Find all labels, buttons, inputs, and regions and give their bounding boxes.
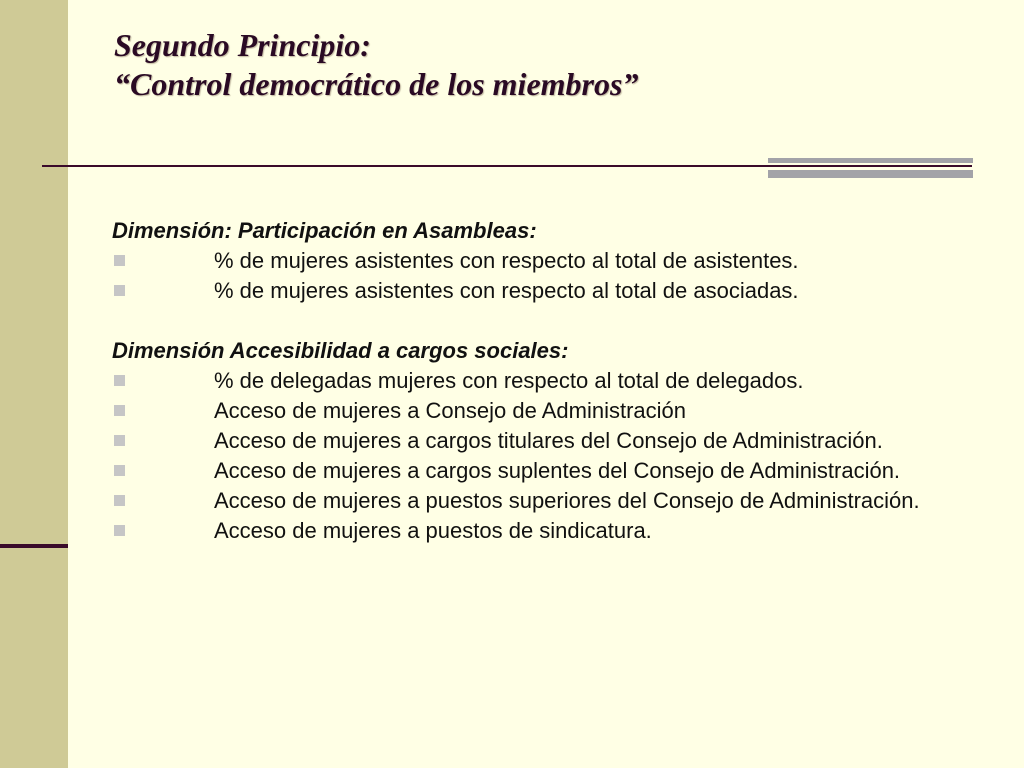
square-bullet-icon (114, 375, 125, 386)
list-item (112, 366, 992, 396)
section-participacion (112, 216, 992, 306)
title-line-2: “Control democrático de los miembros” (114, 66, 639, 102)
square-bullet-icon (114, 435, 125, 446)
bullet-list (112, 366, 992, 546)
square-bullet-icon (114, 405, 125, 416)
square-bullet-icon (114, 495, 125, 506)
list-item (112, 276, 992, 306)
list-item (112, 456, 992, 486)
slide-title (114, 26, 638, 104)
square-bullet-icon (114, 255, 125, 266)
left-decorative-strip (0, 0, 68, 768)
list-item-text: Acceso de mujeres a puestos de sindicatura. (214, 518, 652, 543)
square-bullet-icon (114, 525, 125, 536)
list-item (112, 486, 992, 516)
list-item (112, 396, 992, 426)
list-item-text: Acceso de mujeres a puestos superiores del Consejo de Administración. (214, 488, 920, 513)
list-item-text: Acceso de mujeres a cargos titulares del Consejo de Administración. (214, 428, 883, 453)
list-item-text: % de mujeres asistentes con respecto al total de asistentes. (214, 248, 799, 273)
bullet-list (112, 246, 992, 306)
left-strip-accent-line (0, 544, 68, 548)
section-heading: Dimensión: Participación en Asambleas: (112, 218, 537, 243)
divider-accent-bar-top (768, 158, 973, 163)
section-heading: Dimensión Accesibilidad a cargos sociales: (112, 338, 569, 363)
list-item (112, 426, 992, 456)
square-bullet-icon (114, 285, 125, 296)
divider-accent-bar-bottom (768, 170, 973, 178)
section-accesibilidad (112, 336, 992, 546)
list-item-text: Acceso de mujeres a Consejo de Administración (214, 398, 687, 423)
title-line-1: Segundo Principio: (114, 27, 371, 63)
square-bullet-icon (114, 465, 125, 476)
list-item (112, 516, 992, 546)
title-divider-line (42, 165, 972, 167)
list-item-text: % de mujeres asistentes con respecto al total de asociadas. (214, 278, 799, 303)
list-item (112, 246, 992, 276)
list-item-text: Acceso de mujeres a cargos suplentes del Consejo de Administración. (214, 458, 901, 483)
slide-body (112, 216, 992, 546)
list-item-text: % de delegadas mujeres con respecto al total de delegados. (214, 368, 804, 393)
